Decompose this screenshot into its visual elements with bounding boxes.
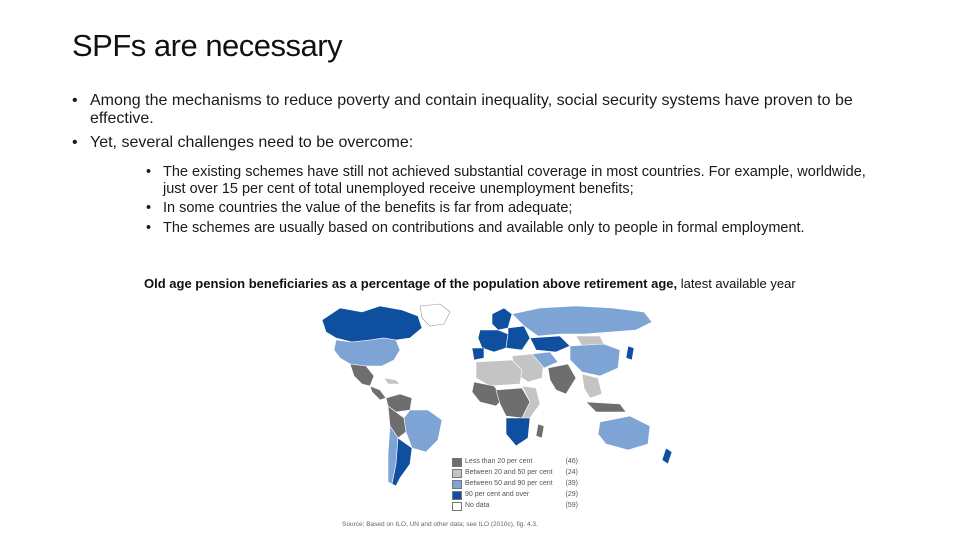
legend-item — [452, 456, 582, 467]
map-region-scandinavia — [492, 308, 512, 330]
legend-count: (24) — [565, 469, 578, 476]
legend-label: No data — [465, 502, 490, 509]
map-region-caribbean — [384, 378, 400, 384]
legend-count: (46) — [565, 458, 578, 465]
map-source-note: Source: Based on ILO, UN and other data; see ILO (2010c), fig. 4.3. — [342, 521, 538, 528]
map-region-china — [570, 344, 620, 376]
bullet-dot-icon: • — [72, 134, 78, 151]
map-region-madagascar — [536, 424, 544, 438]
legend-swatch — [452, 469, 462, 478]
slide-title: SPFs are necessary — [72, 28, 343, 63]
legend-swatch — [452, 502, 462, 511]
map-region-japan — [626, 346, 634, 360]
bullet-item — [72, 134, 872, 152]
bullet-text: Yet, several challenges need to be overcome: — [90, 134, 414, 151]
bullet-text: Among the mechanisms to reduce poverty and contain inequality, social security systems have proven to be effective. — [90, 92, 853, 127]
legend-label: Less than 20 per cent — [465, 458, 533, 465]
legend-label: 90 per cent and over — [465, 491, 530, 498]
map-region-brazil — [404, 410, 442, 452]
legend-swatch — [452, 491, 462, 500]
sub-bullet-item — [146, 220, 866, 237]
legend-item — [452, 478, 582, 489]
map-caption-bold: Old age pension beneficiaries as a percentage of the population above retirement age, — [144, 276, 678, 291]
sub-bullet-text: The existing schemes have still not achieved substantial coverage in most countries. For example, worldwide, just over 15 per cent of total unemployed receive unemployment benefits; — [163, 164, 866, 197]
legend-item — [452, 500, 582, 511]
bullet-dot-icon: • — [146, 200, 152, 216]
sub-bullet-text: The schemes are usually based on contributions and available only to people in formal employment. — [163, 219, 805, 236]
legend-item — [452, 489, 582, 500]
main-bullet-list — [72, 92, 872, 158]
map-region-australia — [598, 416, 650, 450]
map-region-iberia — [472, 348, 484, 360]
legend-swatch — [452, 458, 462, 467]
sub-bullet-text: In some countries the value of the benefits is far from adequate; — [163, 200, 573, 216]
map-region-russia — [512, 306, 652, 336]
legend-item — [452, 467, 582, 478]
map-region-southeast-asia — [582, 374, 602, 398]
sub-bullet-list — [146, 164, 866, 239]
map-region-kazakhstan — [530, 336, 570, 352]
legend-count: (29) — [565, 491, 578, 498]
map-region-usa — [334, 338, 400, 366]
legend-count: (39) — [565, 480, 578, 487]
map-region-eastern-europe — [506, 326, 530, 350]
sub-bullet-item — [146, 200, 866, 217]
legend-label: Between 20 and 50 per cent — [465, 469, 553, 476]
map-region-north-africa — [476, 360, 522, 386]
legend-label: Between 50 and 90 per cent — [465, 480, 553, 487]
bullet-dot-icon: • — [146, 164, 152, 180]
map-region-canada — [322, 306, 422, 342]
map-region-south-asia — [548, 364, 576, 394]
legend-count: (59) — [565, 502, 578, 509]
map-region-mexico — [350, 364, 374, 386]
bullet-item — [72, 92, 872, 128]
map-caption — [144, 276, 796, 291]
bullet-dot-icon: • — [146, 219, 152, 236]
map-caption-regular: latest available year — [677, 276, 796, 291]
map-legend — [452, 456, 582, 511]
map-region-central-america — [370, 386, 386, 400]
legend-swatch — [452, 480, 462, 489]
map-region-southern-africa — [506, 418, 530, 446]
map-region-greenland — [420, 304, 450, 326]
map-region-new-zealand — [662, 448, 672, 464]
sub-bullet-item — [146, 164, 866, 197]
map-region-indonesia — [586, 402, 626, 412]
bullet-dot-icon: • — [72, 92, 78, 109]
